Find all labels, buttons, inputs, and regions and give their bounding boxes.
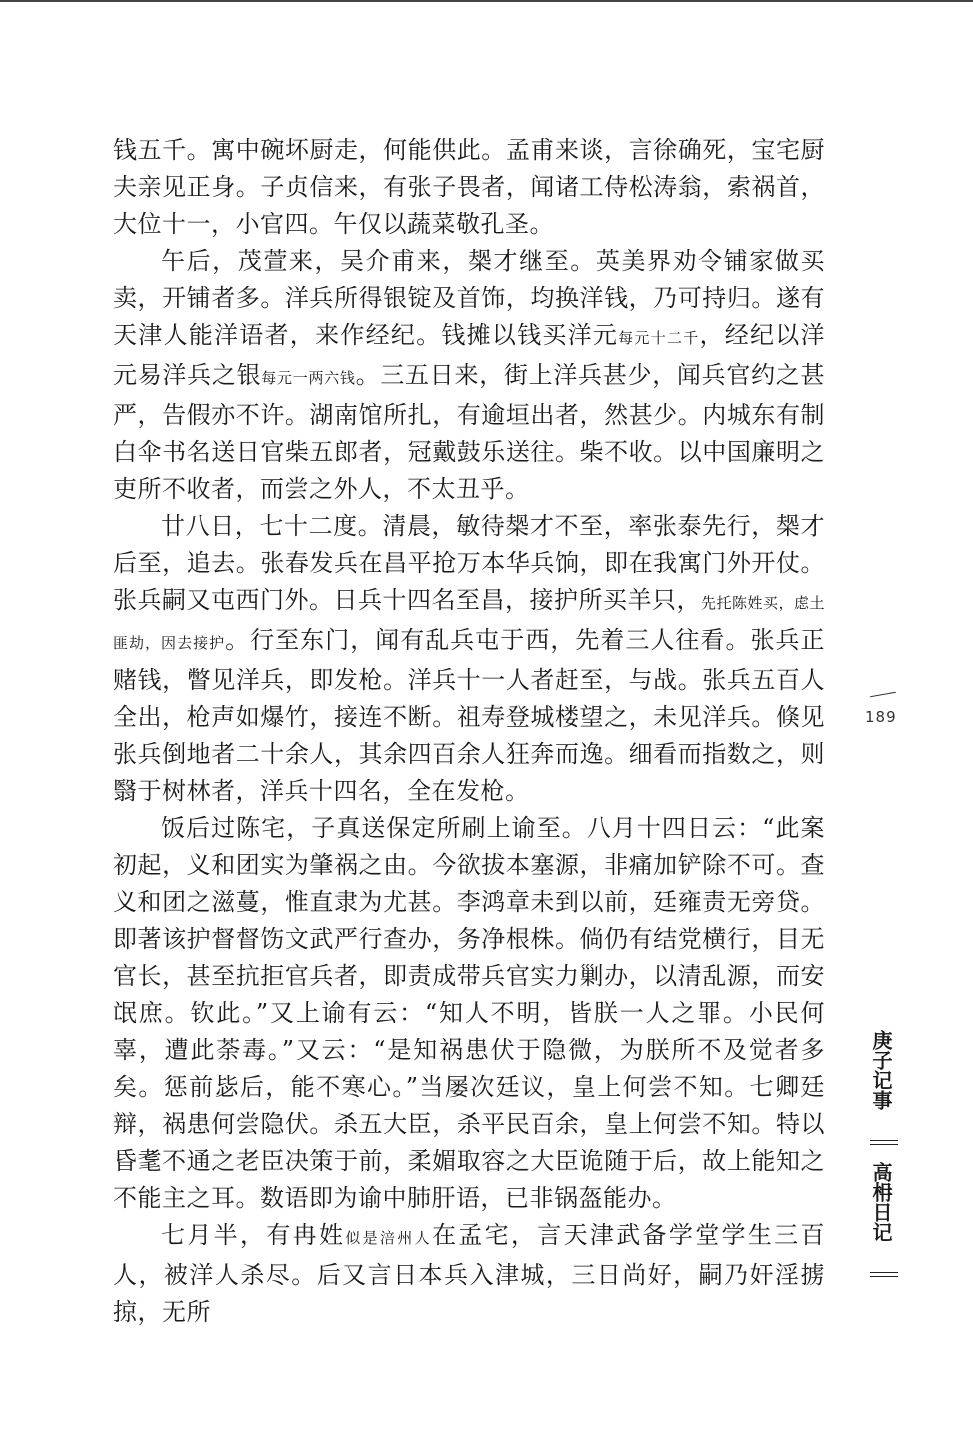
page-number: 189 [865,708,897,726]
inline-annotation: 每元一两六钱 [261,369,356,387]
running-author-title: 高枏日记 [869,1162,893,1242]
page-number-tick [870,692,896,697]
running-book-title: 庚子记事 [869,1030,893,1110]
paragraph [113,508,825,810]
text-run: 。三五日来，街上洋兵甚少，闻兵官约之甚严，告假亦不许。湖南馆所扎，有逾垣出者，然甚少。内城东有制白伞书名送日官柴五郎者，冠戴鼓乐送往。柴不收。以中国廉明之吏所不收者，而尝之外人，不太丑乎。 [113,361,825,503]
text-run: 七月半，有冉姓 [161,1221,346,1249]
paragraph [113,1217,825,1331]
paragraph [113,810,825,1217]
body-text [113,132,825,1331]
text-run: 。行至东门，闻有乱兵屯于西，先着三人往看。张兵正赌钱，瞥见洋兵，即发枪。洋兵十一人者赶至，与战。张兵五百人全出，枪声如爆竹，接连不断。祖寿登城楼望之，未见洋兵。倏见张兵倒地者二十余人，其余四百余人狂奔而逸。细看而指数之，则翳于树林者，洋兵十四名，全在发枪。 [113,626,825,805]
margin-bottom-rule [870,1272,898,1277]
text-run: 钱五千。寓中碗坏厨走，何能供此。孟甫来谈，言徐确死，宝宅厨夫亲见正身。子贞信来，有张子畏者，闻诸工侍松涛翁，索祸首，大位十一，小官四。午仅以蔬菜敬孔圣。 [113,136,825,238]
text-run: 饭后过陈宅，子真送保定所刷上谕至。八月十四日云：“此案初起，义和团实为肇祸之由。今欲拔本塞源，非痛加铲除不可。查义和团之滋蔓，惟直隶为尤甚。李鸿章未到以前，廷雍责无旁贷。即著该护督督饬文武严行查办，务净根株。倘仍有结党横行，目无官长，甚至抗拒官兵者，即责成带兵官实力剿办，以清乱源，而安氓庶。钦此。”又上谕有云：“知人不明，皆朕一人之罪。小民何辜，遭此荼毒。”又云：“是知祸患伏于隐微，为朕所不及觉者多矣。惩前毖后，能不寒心。”当屡次廷议，皇上何尝不知。七卿廷辩，祸患何尝隐伏。杀五大臣，杀平民百余，皇上何尝不知。特以昏耄不通之老臣决策于前，柔媚取容之大臣诡随于后，故上能知之不能主之耳。数语即为谕中肺肝语，已非锅盔能办。 [113,814,825,1212]
inline-annotation: 每元十二千 [618,329,700,347]
margin-divider-rule [870,1140,898,1145]
text-run: 在孟宅，言天津武备学堂学生三百人，被洋人杀尽。后又言日本兵入津城，三日尚好，嗣乃奸淫掳掠，无所 [113,1221,826,1326]
text-run: 午后，茂萱来，吴介甫来，椝才继至。英美界劝令铺家做买卖，开铺者多。洋兵所得银锭及首饰，均换洋钱，乃可持归。遂有天津人能洋语者，来作经纪。钱摊以钱买洋元 [113,247,825,349]
paragraph [113,243,825,508]
paragraph [113,132,825,243]
top-border-rule [0,0,973,2]
inline-annotation: 似是涪州人 [345,1229,432,1247]
inline-annotation: 先托陈姓买，虑土匪劫，因去接护 [113,594,826,652]
text-run: ，经纪以洋元易洋兵之银 [113,321,826,389]
text-run: 廿八日，七十二度。清晨，敏待椝才不至，率张泰先行，椝才后至，追去。张春发兵在昌平抢万本华兵饷，即在我寓门外开仗。张兵嗣又屯西门外。日兵十四名至昌，接护所买羊只， [113,512,825,614]
